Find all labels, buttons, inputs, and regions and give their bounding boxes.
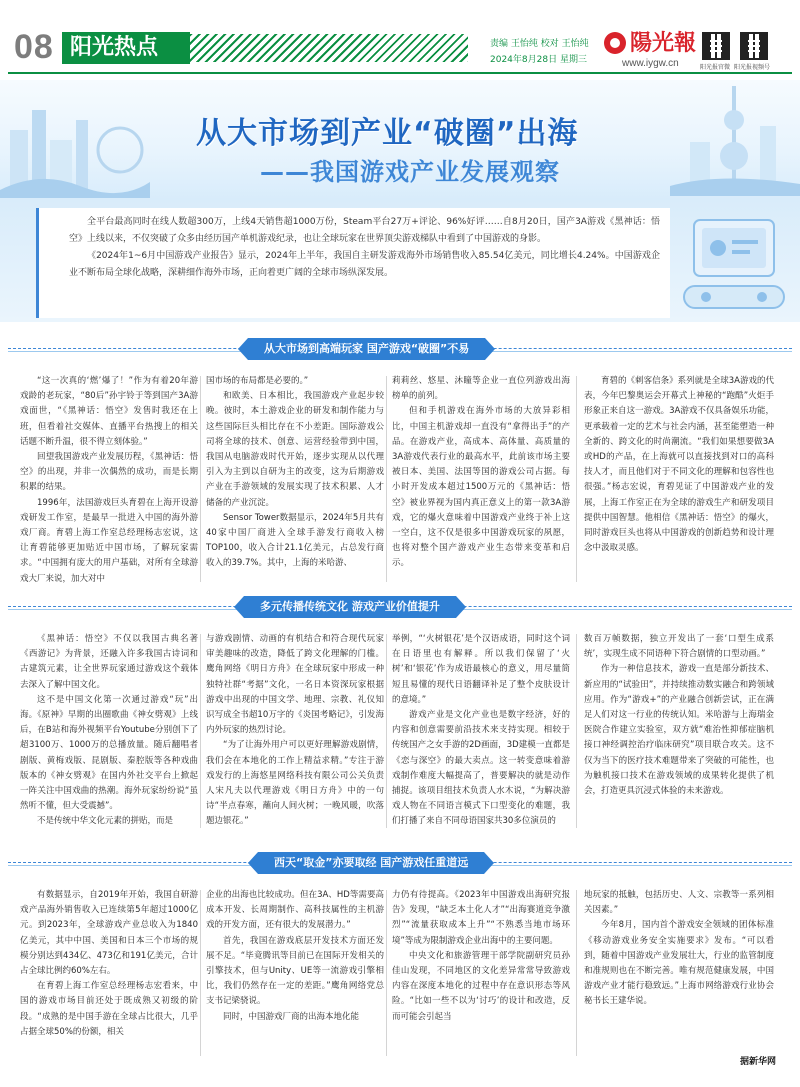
- website-url[interactable]: www.iygw.cn: [622, 58, 679, 69]
- masthead-rule: [8, 72, 792, 74]
- section-title: 西天“取金”亦要取经 国产游戏任重道远: [258, 852, 484, 874]
- paragraph: 作为一种信息技术，游戏一直是部分新技术、新应用的“试验田”，并持续推动数实融合和跨领域应用。作为“游戏+”的产业融合创新尝试，正在满足人们对这一行业的传统认知。米哈游与上海瑞金医院合作建立实验室，双方就“难治性抑郁症脑机接口神经调控治疗临床研究”项目联合攻关。这不仅为当下的医疗技术难题带来了突破的可能性，也为触机接口技术在游戏领域的成果转化提供了机会，打造更具沉浸式体验的未来游戏。: [584, 664, 774, 797]
- section-title: 从大市场到高端玩家 国产游戏“破圈”不易: [248, 338, 485, 360]
- paragraph: 这不是中国文化第一次通过游戏“玩”出海。《原神》早期的出圈歌曲《神女劈观》上线后，在B站和海外视频平台Youtube分别创下了超3100万、1000万的总播放量。随后翻唱者剧版、黄梅戏版、昆剧版、秦腔版等各种戏曲版本的《神女劈观》在国内外社交平台上掀起一阵关注中国戏曲的热潮。海外玩家纷纷说“虽然听不懂，但大受震撼”。: [20, 694, 198, 812]
- paragraph: 莉莉丝、悠星、沐瞳等企业一直位列游戏出海榜单的前列。: [392, 376, 570, 402]
- paragraph: 育碧的《刺客信条》系列就是全球3A游戏的代表，今年巴黎奥运会开幕式上神秘的“跑酷”火炬手形象正来自这一游戏。3A游戏不仅具备娱乐功能，更承载着一定的艺术与社会内涵，甚至能塑造一种全新的、跨文化的时尚潮流。“我们如果想要做3A或HD的产品，在上海就可以直接找到对口的高科技人才，而且他们对于不同文化的理解和包容性也很强。”杨志宏说，育碧见证了中国游戏产业的发展，上海工作室正在为全球的游戏生产和研发项目提供中国智慧。他相信《黑神话：悟空》的爆火，同时游戏巨头也将从中国游戏的创新趋势和设计理念中汲取灵感。: [584, 376, 774, 554]
- paragraph: 举例，“‘火树银花’是个汉语成语，同时这个词在日语里也有解释。所以我们保留了‘火树’和‘银花’作为成语最核心的意义，用尽量简短且易懂的现代日语翻译补足了整个皮肤设计的意境。”: [392, 634, 570, 705]
- article-column: [392, 888, 570, 1060]
- editor-line: 责编 王怡纯 校对 王怡纯: [490, 39, 589, 49]
- paragraph: “这一次真的‘燃’爆了！”作为有着20年游戏龄的老玩家，“80后”孙宇铃于等到国产3A游戏面世，“《黑神话：悟空》发售时我还在上班，但看着社交媒体、直播平台热搜上的相关话题不断升温，很不得立刻体验。”: [20, 376, 198, 447]
- column-divider: [386, 634, 387, 828]
- article-column: [584, 374, 774, 586]
- paragraph: 但和手机游戏在海外市场的大放异彩相比，中国主机游戏却一直没有“拿得出手”的产品。在游戏产业，高成本、高体量、高质量的3A游戏代表行业的最高水平，此前该市场主要被日本、美国、法国等国的游戏公司占据。每小时开发成本超过1500万元的《黑神话：悟空》被业界视为国内真正意义上的第一款3A游戏，它的爆火意味着中国游戏产业终于补上这一空白，这不仅是很多中国游戏玩家的夙愿，也将对整个国产游戏产业生态带来变革和启示。: [392, 406, 570, 569]
- column-name: 阳光热点: [62, 32, 190, 64]
- paragraph: 同时，中国游戏厂商的出海本地化能: [223, 1011, 360, 1022]
- paragraph: 《黑神话：悟空》不仅以我国古典名著《西游记》为背景，还融入许多我国古诗词和古建筑元素，让全世界玩家通过游戏这个载体去深入了解中国文化。: [20, 634, 198, 690]
- article-column: [20, 632, 198, 832]
- paragraph: 地玩家的抵触，包括历史、人文、宗教等一系列相关因素。”: [584, 890, 774, 916]
- paragraph: 企业的出海也比较成功。但在3A、HD等需要高成本开发、长周期制作、高科技属性的主机游戏的开发方面，还有很大的发展潜力。”: [206, 890, 384, 931]
- paragraph: 今年8月，国内首个游戏安全领域的团体标准《移动游戏业务安全实施要求》发布。“可以看到，随着中国游戏产业发展壮大，行业的监管制度和准规则也在不断完善。唯有规范健康发展，中国游戏产业才能行稳致远。”上海市网络游戏行业协会秘书长王建华说。: [584, 920, 774, 1007]
- column-divider: [576, 890, 577, 1056]
- article-column: [392, 632, 570, 832]
- column-divider: [576, 634, 577, 828]
- article-column: [206, 374, 384, 586]
- section-title: 多元传播传统文化 游戏产业价值提升: [244, 596, 456, 618]
- paragraph: 游戏产业是文化产业也是数字经济，好的内容和创意需要前沿技术来支持实现。相较于传统国产之女手游的2D画面，3D建模一直都是《恋与深空》的最大卖点。这一转变意味着游戏制作难度大幅提高了，普要解决的就是动作捕捉。该项目组技术负责人水木说，“为解决游戏人物在不同语言模式下口型变化的难题，我们打播了来自不同母语国家共30多位演员的: [392, 710, 570, 827]
- section-heading-3: [0, 852, 800, 874]
- section-heading-2: [0, 596, 800, 618]
- column-divider: [200, 634, 201, 828]
- column-divider: [200, 376, 201, 582]
- paragraph: 数百万帧数据，独立开发出了一套‘口型生成系统’，实现生成不同语种下符合剧情的口型动画。”: [584, 634, 774, 660]
- paragraph: 和欧美、日本相比，我国游戏产业起步较晚。彼时，本土游戏企业的研发和制作能力与这些国际巨头相比存在不小差距。国际游戏公司将全球的技术、创意、运营经验带到中国，我国从电脑游戏时代开始，逐步实现从以代理引入为主到以自研为主的改变，这为后期游戏产业在手游领域的发展实现了技术积累、人才储备的产业沉淀。: [206, 391, 384, 508]
- article-column: [584, 632, 774, 832]
- date-line: 2024年8月28日 星期三: [490, 55, 587, 65]
- paragraph: 有数据显示，自2019年开始，我国自研游戏产品海外销售收入已连续第5年超过1000亿元。到2023年，全球游戏产业总收入为1840亿美元，其中中国、美国和日本三个市场的规模分别达到434亿、473亿和191亿美元，合计占全球比例约60%左右。: [20, 890, 198, 977]
- paragraph: 与游戏剧情、动画的有机结合和符合现代玩家审美趣味的改造，降低了跨文化理解的门槛。鹰角网络《明日方舟》在全球玩家中形成一种独特社群“考据”文化，一名日本资深玩家根据游戏中出现的中国文学、地理、宗教、礼仪知识写成全书超10万字的《炎国考略记》，引发海内外玩家的热烈讨论。: [206, 634, 384, 736]
- qr-code-icon[interactable]: [740, 32, 768, 60]
- paragraph: 不是传统中华文化元素的拼贴，而是: [37, 816, 174, 827]
- headline-subtitle: ——我国游戏产业发展观察: [260, 158, 560, 186]
- qr-code-icon[interactable]: [702, 32, 730, 60]
- paragraph: 力仍有待提高。《2023年中国游戏出海研究报告》发现，“缺乏本土化人才”“出海赛道竞争激烈”“流量获取成本上升”“不熟悉当地市场环境”等成为限制游戏企业出海中的主要问题。: [392, 890, 570, 946]
- game-technology-illustration: [676, 206, 792, 320]
- article-column: [206, 888, 384, 1060]
- article-column: [206, 632, 384, 832]
- sun-logo-icon: [604, 32, 626, 54]
- intro-paragraph: 全平台最高同时在线人数超300万，上线4天销售超1000万份，Steam平台27万+评论、96%好评……自8月20日，国产3A游戏《黑神话：悟空》上线以来，不仅突破了众多由经历国产单机游戏纪录，也让全球玩家在世界顶尖游戏梯队中看到了中国游戏的身影。: [69, 217, 660, 244]
- paragraph: Sensor Tower数据显示，2024年5月共有40家中国厂商进入全球手游发行商收入榜TOP100，收入合计21.1亿美元，占总发行商收入的39.7%。其中，上海的米哈游、: [206, 512, 384, 569]
- paragraph: 1996年，法国游戏巨头育碧在上海开设游戏研发工作室，是最早一批进入中国的海外游戏厂商。育碧上海工作室总经理杨志宏说，这让育碧能够更加贴近中国市场，了解玩家需求。“中国拥有庞大的用户基础，对所有全球游戏大厂来说，加大对中: [20, 497, 198, 584]
- intro-lead: [36, 208, 670, 318]
- column-divider: [576, 376, 577, 582]
- section-heading-1: [0, 338, 800, 360]
- oriental-pearl-tower-illustration: [670, 86, 800, 196]
- column-divider: [200, 890, 201, 1056]
- headline-title: 从大市场到产业“破圈”出海: [196, 116, 579, 151]
- article-source: 据新华网: [739, 1057, 776, 1067]
- decorative-stripe: [190, 34, 468, 62]
- paragraph: 国市场的布局都是必要的。”: [206, 376, 309, 386]
- paragraph: “为了让海外用户可以更好理解游戏剧情，我们会在本地化的工作上精益求精。”专注于游戏发行的上海悠星网络科技有限公司公关负责人宋凡夫以代理游戏《明日方舟》中的一句诗“半点春寒，蘸向人间火树；一晚风暖，吹落题边银花。”: [206, 740, 384, 827]
- page-number: 08: [14, 28, 54, 66]
- paragraph: 首先，我国在游戏底层开发技术方面还发展不足。“毕竟腾讯等目前已在国际开发相关的引擎技术，但与Unity、UE等一流游戏引擎相比，我们仍然存在一定的差距。”鹰角网络党总支书记梁骁说。: [206, 935, 384, 1007]
- article-column: [20, 374, 198, 586]
- article-column: [392, 374, 570, 586]
- intro-paragraph: 《2024年1~6月中国游戏产业报告》显示，2024年上半年，我国自主研发游戏海外市场销售收入85.54亿美元，同比增长4.24%。中国游戏企业不断布局全球化战略，深耕细作海外市场，正向着更广阔的全球市场纵深发展。: [69, 251, 660, 278]
- column-divider: [386, 890, 387, 1056]
- paragraph: 在育碧上海工作室总经理杨志宏看来，中国的游戏市场目前还处于既成熟又初级的阶段。“成熟的是中国手游在全球占比很大，几乎占据全球50%的份额，相关: [20, 981, 198, 1037]
- logo-text: 陽光報: [630, 30, 697, 56]
- column-divider: [386, 376, 387, 582]
- qr-caption: 阳光报视频号: [734, 64, 771, 71]
- newspaper-logo: [604, 28, 698, 58]
- masthead: [0, 0, 800, 76]
- city-skyline-illustration: [0, 90, 150, 198]
- qr-caption: 阳光报官微: [700, 64, 731, 71]
- article-column: [584, 888, 774, 1050]
- paragraph: 回望我国游戏产业发展历程，《黑神话：悟空》的出现，并非一次偶然的成功，而是长期积累的结果。: [20, 452, 198, 493]
- paragraph: 中央文化和旅游管理干部学院副研究员孙佳山发现，不同地区的文化差异常常导致游戏内容在深度本地化的过程中存在意识形态等风险。“比如一些不以为‘讨巧’的设计和改造，反而可能会引起当: [392, 950, 570, 1022]
- article-column: [20, 888, 198, 1060]
